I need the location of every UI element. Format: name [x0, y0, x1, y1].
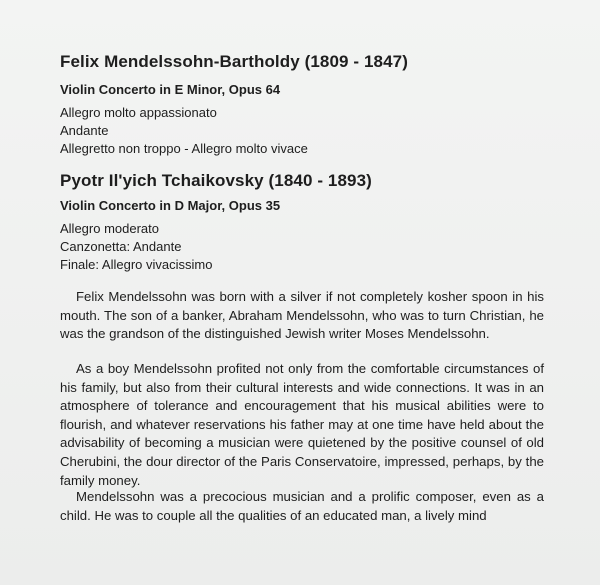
movement-item: Canzonetta: Andante: [60, 239, 182, 254]
body-paragraph: Mendelssohn was a precocious musician and a prolific composer, even as a child. He was to couple all the qualities of an educated man, a lively mind: [60, 489, 544, 523]
composer-heading-tchaikovsky: Pyotr Il'yich Tchaikovsky (1840 - 1893): [60, 171, 372, 190]
work-title-mendelssohn: Violin Concerto in E Minor, Opus 64: [60, 82, 281, 97]
movement-item: Allegretto non troppo - Allegro molto vivace: [60, 141, 308, 156]
composer-heading-mendelssohn: Felix Mendelssohn-Bartholdy (1809 - 1847): [60, 52, 408, 71]
body-paragraph: As a boy Mendelssohn profited not only from the comfortable circumstances of his family, but also from their cultural interests and wide connections. It was in an atmosphere of tolerance and encouragement that his musical abilities were to flourish, and whatever reservations his father may at one time have held about the advisability of becoming a musician were quietened by the positive counsel of old Cherubini, the dour director of the Paris Conservatoire, impressed, perhaps, by the family money.: [60, 361, 544, 488]
movement-list-tchaikovsky: [60, 220, 212, 274]
movement-item: Finale: Allegro vivacissimo: [60, 257, 213, 272]
movement-item: Andante: [60, 123, 109, 138]
movement-item: Allegro moderato: [60, 221, 159, 236]
movement-list-mendelssohn: [60, 104, 308, 158]
movement-item: Allegro molto appassionato: [60, 105, 217, 120]
body-paragraph: Felix Mendelssohn was born with a silver if not completely kosher spoon in his mouth. The son of a banker, Abraham Mendelssohn, who was to turn Christian, he was the grandson of the distinguished Jewish writer Moses Mendelssohn.: [60, 289, 544, 342]
work-title-tchaikovsky: Violin Concerto in D Major, Opus 35: [60, 198, 281, 213]
